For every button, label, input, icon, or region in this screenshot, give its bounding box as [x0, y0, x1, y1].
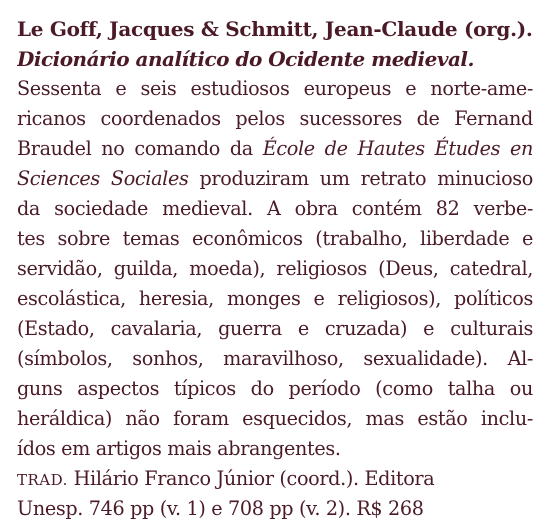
entry-credits — [17, 464, 533, 524]
description-line: escolástica, heresia, monges e religiosos), políticos — [17, 287, 533, 310]
description-text: produziram um retrato minucioso — [188, 167, 533, 190]
description-line — [17, 134, 533, 164]
description-line: guns aspectos típicos do período (como talha ou — [17, 377, 533, 400]
description-line: ricanos coordenados pelos sucessores de Fernand — [17, 107, 533, 130]
entry-title: Dicionário analítico do Ocidente medieval. — [17, 47, 474, 71]
credits-line — [17, 464, 533, 494]
description-line: heráldica) não foram esquecidos, mas estão inclu- — [17, 407, 533, 430]
description-line: Sessenta e seis estudiosos europeus e norte-ame- — [17, 77, 533, 100]
description-line: da sociedade medieval. A obra contém 82 verbe- — [17, 197, 533, 220]
entry-description — [17, 74, 533, 464]
institution-name-italic: École de Hautes Études en — [262, 137, 533, 160]
credits-text: Hilário Franco Júnior (coord.). Editora — [67, 467, 435, 490]
institution-name-italic: Sciences Sociales — [17, 167, 189, 190]
credits-line: Unesp. 746 pp (v. 1) e 708 pp (v. 2). R$ 268 — [17, 497, 424, 520]
description-line: servidão, guilda, moeda), religiosos (Deus, catedral, — [17, 257, 533, 280]
entry-authors: Le Goff, Jacques & Schmitt, Jean-Claude (org.). — [17, 17, 533, 41]
description-text: Braudel no comando da — [17, 137, 263, 160]
description-line: tes sobre temas econômicos (trabalho, liberdade e — [17, 227, 533, 250]
description-line — [17, 164, 533, 194]
description-line: (símbolos, sonhos, maravilhoso, sexualidade). Al- — [17, 347, 533, 370]
description-line: ídos em artigos mais abrangentes. — [17, 437, 341, 460]
description-line: (Estado, cavalaria, guerra e cruzada) e culturais — [17, 317, 533, 340]
translator-label: TRAD. — [17, 471, 68, 489]
